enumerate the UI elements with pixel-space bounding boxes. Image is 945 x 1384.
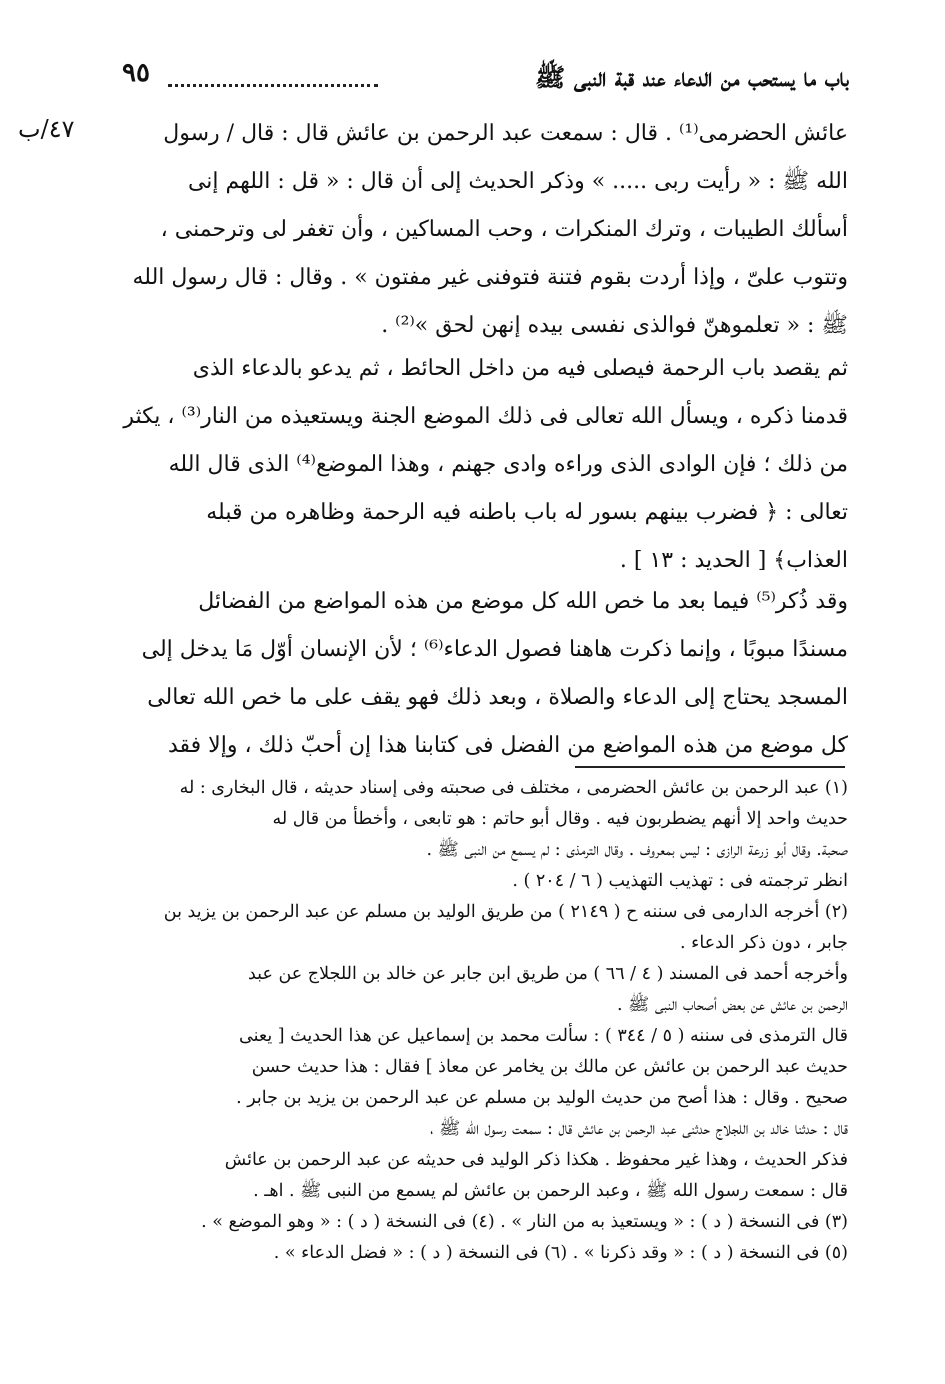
footnote-line: قال : حدثنا خالد بن اللجلاج حدثنى عبد الرحمن بن عائش قال : سمعت رسول الله ﷺ ، [430, 1119, 848, 1139]
text-line: أسألك الطيبات ، وترك المنكرات ، وحب المساكين ، وأن تغفر لى وترحمنى ، [160, 217, 848, 242]
footnote-line: صحبة. وقال أبو زرعة الرازى : ليس بمعروف . وقال الترمذى : لم يسمع من النبى ﷺ . [426, 840, 848, 860]
text-line: ﷺ : « تعلموهنّ فوالذى نفسى بيده إنهن لحق »⁽²⁾ . [381, 313, 848, 338]
text-line: عائش الحضرمى⁽¹⁾ . قال : سمعت عبد الرحمن بن عائش قال : قال / رسول [163, 121, 848, 146]
footnote-separator-rule [575, 766, 845, 768]
footnotes [106, 773, 848, 1269]
footnote-line: جابر ، دون ذكر الدعاء . [680, 933, 848, 953]
footnote-line: قال : سمعت رسول الله ﷺ ، وعبد الرحمن بن عائش لم يسمع من النبى ﷺ . اهـ . [253, 1181, 848, 1201]
footnote-line: حديث واحد إلا أنهم يضطربون فيه . وقال أبو حاتم : هو تابعى ، وأخطأ من قال له [272, 809, 848, 829]
header-dotted-leader [168, 66, 378, 87]
body-paragraph-2 [106, 345, 848, 585]
page-number: ٩٥ [122, 58, 150, 88]
body-paragraph-1 [106, 110, 848, 350]
text-line: الله ﷺ : « رأيت ربى ..... » وذكر الحديث إلى أن قال : « قل : اللهم إنى [187, 169, 848, 194]
text-line: مسندًا مبوبًا ، وإنما ذكرت هاهنا فصول الدعاء⁽⁶⁾ ؛ لأن الإنسان أوّل مَا يدخل إلى [141, 637, 848, 662]
text-line: قدمنا ذكره ، ويسأل الله تعالى فى ذلك الموضع الجنة ويستعيذه من النار⁽³⁾ ، يكثر [123, 404, 848, 429]
footnote-line: قال الترمذى فى سننه ( ٥ / ٣٤٤ ) : سألت محمد بن إسماعيل عن هذا الحديث [ يعنى [239, 1026, 848, 1046]
footnote-line: (٥) فى النسخة ( د ) : « وقد ذكرنا » . (٦) فى النسخة ( د ) : « فضل الدعاء » . [273, 1243, 848, 1263]
footnote-line: انظر ترجمته فى : تهذيب التهذيب ( ٦ / ٢٠٤ ) . [512, 871, 848, 891]
footnote-line: حديث عبد الرحمن بن عائش عن مالك بن يخامر عن معاذ ] فقال : هذا حديث حسن [251, 1057, 848, 1077]
footnote-line: الرحمن بن عائش عن بعض أصحاب النبى ﷺ . [617, 995, 848, 1015]
running-header-title: باب ما يستحب من الدعاء عند قبة النبى ﷺ [535, 63, 849, 92]
text-line: تعالى : ﴿ فضرب بينهم بسور له باب باطنه فيه الرحمة وظاهره من قبله [206, 500, 848, 525]
text-line: وقد ذُكر⁽⁵⁾ فيما بعد ما خص الله كل موضع من هذه المواضع من الفضائل [198, 589, 848, 614]
text-line: ثم يقصد باب الرحمة فيصلى فيه من داخل الحائط ، ثم يدعو بالدعاء الذى [192, 356, 848, 381]
footnote-line: فذكر الحديث ، وهذا غير محفوظ . هكذا ذكر الوليد فى حديثه عن عبد الرحمن بن عائش [224, 1150, 848, 1170]
text-line: من ذلك ؛ فإن الوادى الذى وراءه وادى جهنم ، وهذا الموضع⁽⁴⁾ الذى قال الله [168, 452, 848, 477]
footnote-line: صحيح . وقال : هذا أصح من حديث الوليد بن مسلم عن عبد الرحمن بن يزيد بن جابر . [236, 1088, 848, 1108]
footnote-line: (٢) أخرجه الدارمى فى سننه ح ( ٢١٤٩ ) من طريق الوليد بن مسلم عن عبد الرحمن بن يزيد بن [163, 902, 848, 922]
margin-folio-reference: ٤٧/ب [18, 115, 75, 143]
footnote-line: (٣) فى النسخة ( د ) : « ويستعيذ به من النار » . (٤) فى النسخة ( د ) : « وهو الموضع » . [201, 1212, 848, 1232]
text-line: كل موضع من هذه المواضع من الفضل فى كتابنا هذا إن أحبّ ذلك ، وإلا فقد [168, 733, 848, 758]
text-line: وتتوب علىّ ، وإذا أردت بقوم فتنة فتوفنى غير مفتون » . وقال : قال رسول الله [132, 265, 848, 290]
text-line: العذاب﴾ [ الحديد : ١٣ ] . [619, 548, 848, 573]
footnote-line: وأخرجه أحمد فى المسند ( ٤ / ٦٦ ) من طريق ابن جابر عن خالد بن اللجلاج عن عبد [247, 964, 848, 984]
footnote-line: (١) عبد الرحمن بن عائش الحضرمى ، مختلف فى صحبته وفى إسناد حديثه ، قال البخارى : له [179, 778, 848, 798]
body-paragraph-3 [106, 578, 848, 770]
text-line: المسجد يحتاج إلى الدعاء والصلاة ، وبعد ذلك فهو يقف على ما خص الله تعالى [147, 685, 848, 710]
